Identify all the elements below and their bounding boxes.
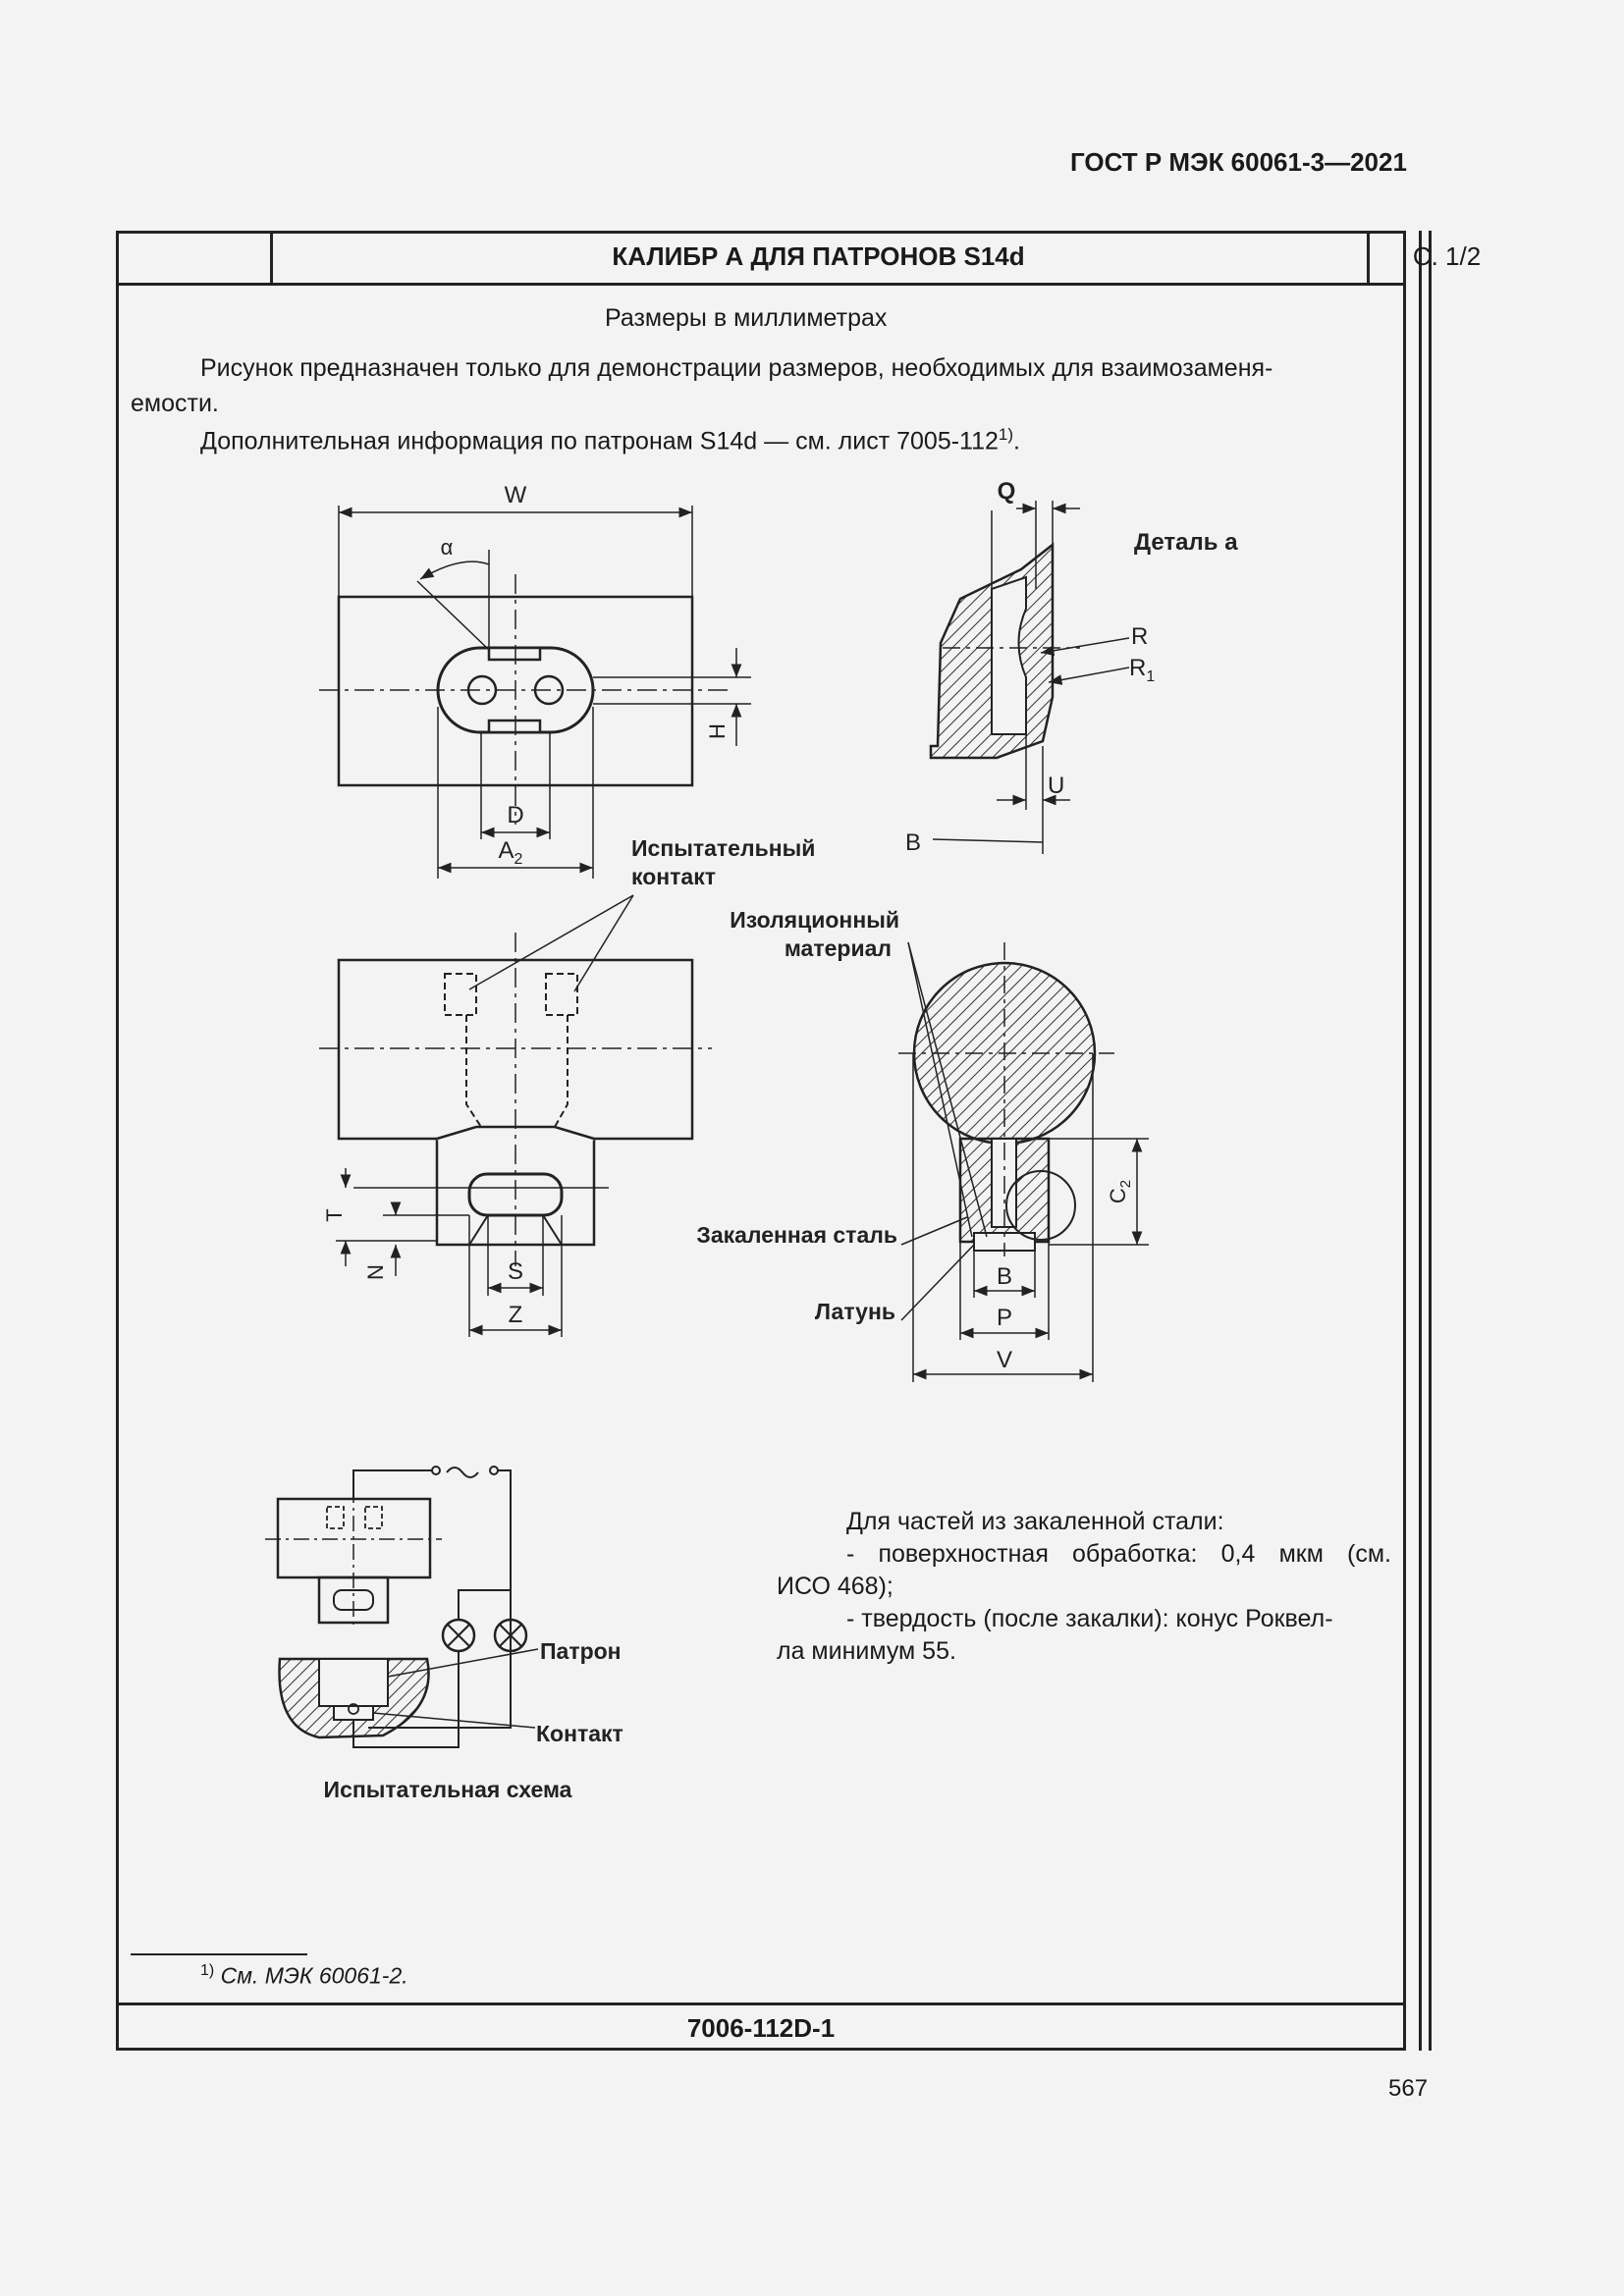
intro-paragraph-2-end: . <box>1013 427 1020 455</box>
sheet-title: КАЛИБР А ДЛЯ ПАТРОНОВ S14d <box>270 231 1370 283</box>
dim-R1-sub: 1 <box>1146 668 1156 685</box>
intro-paragraph-1: Рисунок предназначен только для демонстрации размеров, необходимых для взаимозаменя- <box>200 354 1273 382</box>
footnote-ref: 1) <box>998 425 1014 444</box>
notes-line-5: ла минимум 55. <box>777 1637 956 1665</box>
dim-U: U <box>1048 773 1065 799</box>
dim-C2 <box>1106 1180 1134 1203</box>
dim-R1-main: R <box>1129 655 1147 681</box>
dim-T: T <box>322 1208 347 1222</box>
units-note: Размеры в миллиметрах <box>605 304 888 332</box>
dim-A2 <box>499 837 523 868</box>
notes-line-4: - твердость (после закалки): конус Роквел- <box>846 1605 1333 1632</box>
dim-H: H <box>705 723 730 739</box>
insulation-label-2: материал <box>784 935 892 961</box>
footnote-mark: 1) <box>200 1962 215 1979</box>
dim-S: S <box>507 1258 524 1285</box>
gauge-section-view <box>898 942 1149 1382</box>
dim-W: W <box>504 482 527 508</box>
dim-B: B <box>996 1263 1013 1290</box>
test-circuit-caption: Испытательная схема <box>323 1777 572 1802</box>
page-number: 567 <box>1388 2075 1429 2102</box>
contact-label: Контакт <box>536 1721 623 1746</box>
dim-C2-main: C <box>1106 1188 1130 1204</box>
gauge-front-view <box>319 506 751 879</box>
standard-code: ГОСТ Р МЭК 60061-3—2021 <box>1070 147 1407 177</box>
dim-V: V <box>996 1347 1013 1373</box>
dim-B-detail: B <box>905 829 922 856</box>
intro-paragraph-1-cont: емости. <box>131 390 219 417</box>
dim-alpha: α <box>440 535 454 560</box>
dim-R: R <box>1131 623 1149 650</box>
dim-A2-sub: 2 <box>514 851 523 868</box>
hardened-steel-label: Закаленная сталь <box>696 1222 897 1248</box>
sheet-code: 7006-112D-1 <box>116 2002 1406 2051</box>
dim-A2-main: A <box>498 837 514 864</box>
intro-paragraph-2-text: Дополнительная информация по патронам S14d — см. лист 7005-112 <box>200 427 999 455</box>
detail-a-section <box>931 501 1129 854</box>
dim-D: D <box>507 802 524 828</box>
dim-R1 <box>1129 655 1155 685</box>
test-contact-label-2: контакт <box>631 864 716 889</box>
notes-line-1: Для частей из закаленной стали: <box>846 1508 1224 1535</box>
footnote <box>200 1962 408 1990</box>
dim-Z: Z <box>508 1302 523 1328</box>
dim-P: P <box>996 1305 1013 1331</box>
footnote-separator <box>131 1953 307 1955</box>
brass-label: Латунь <box>814 1299 895 1324</box>
notes-line-2: - поверхностная обработка: 0,4 мкм (см. <box>846 1540 1391 1568</box>
footnote-text: См. МЭК 60061-2. <box>220 1962 408 1989</box>
dim-C2-sub: 2 <box>1117 1179 1134 1189</box>
insulation-label-1: Изоляционный <box>730 907 899 933</box>
dim-N: N <box>363 1264 388 1280</box>
dim-Q: Q <box>997 478 1016 505</box>
notes-line-3: ИСО 468); <box>777 1573 893 1600</box>
sheet-number: С. 1/2 <box>1412 241 1482 271</box>
test-circuit-diagram <box>265 1467 538 1747</box>
detail-a-label: Деталь а <box>1134 529 1238 556</box>
holder-label: Патрон <box>540 1638 622 1664</box>
test-contact-label-1: Испытательный <box>631 835 816 861</box>
